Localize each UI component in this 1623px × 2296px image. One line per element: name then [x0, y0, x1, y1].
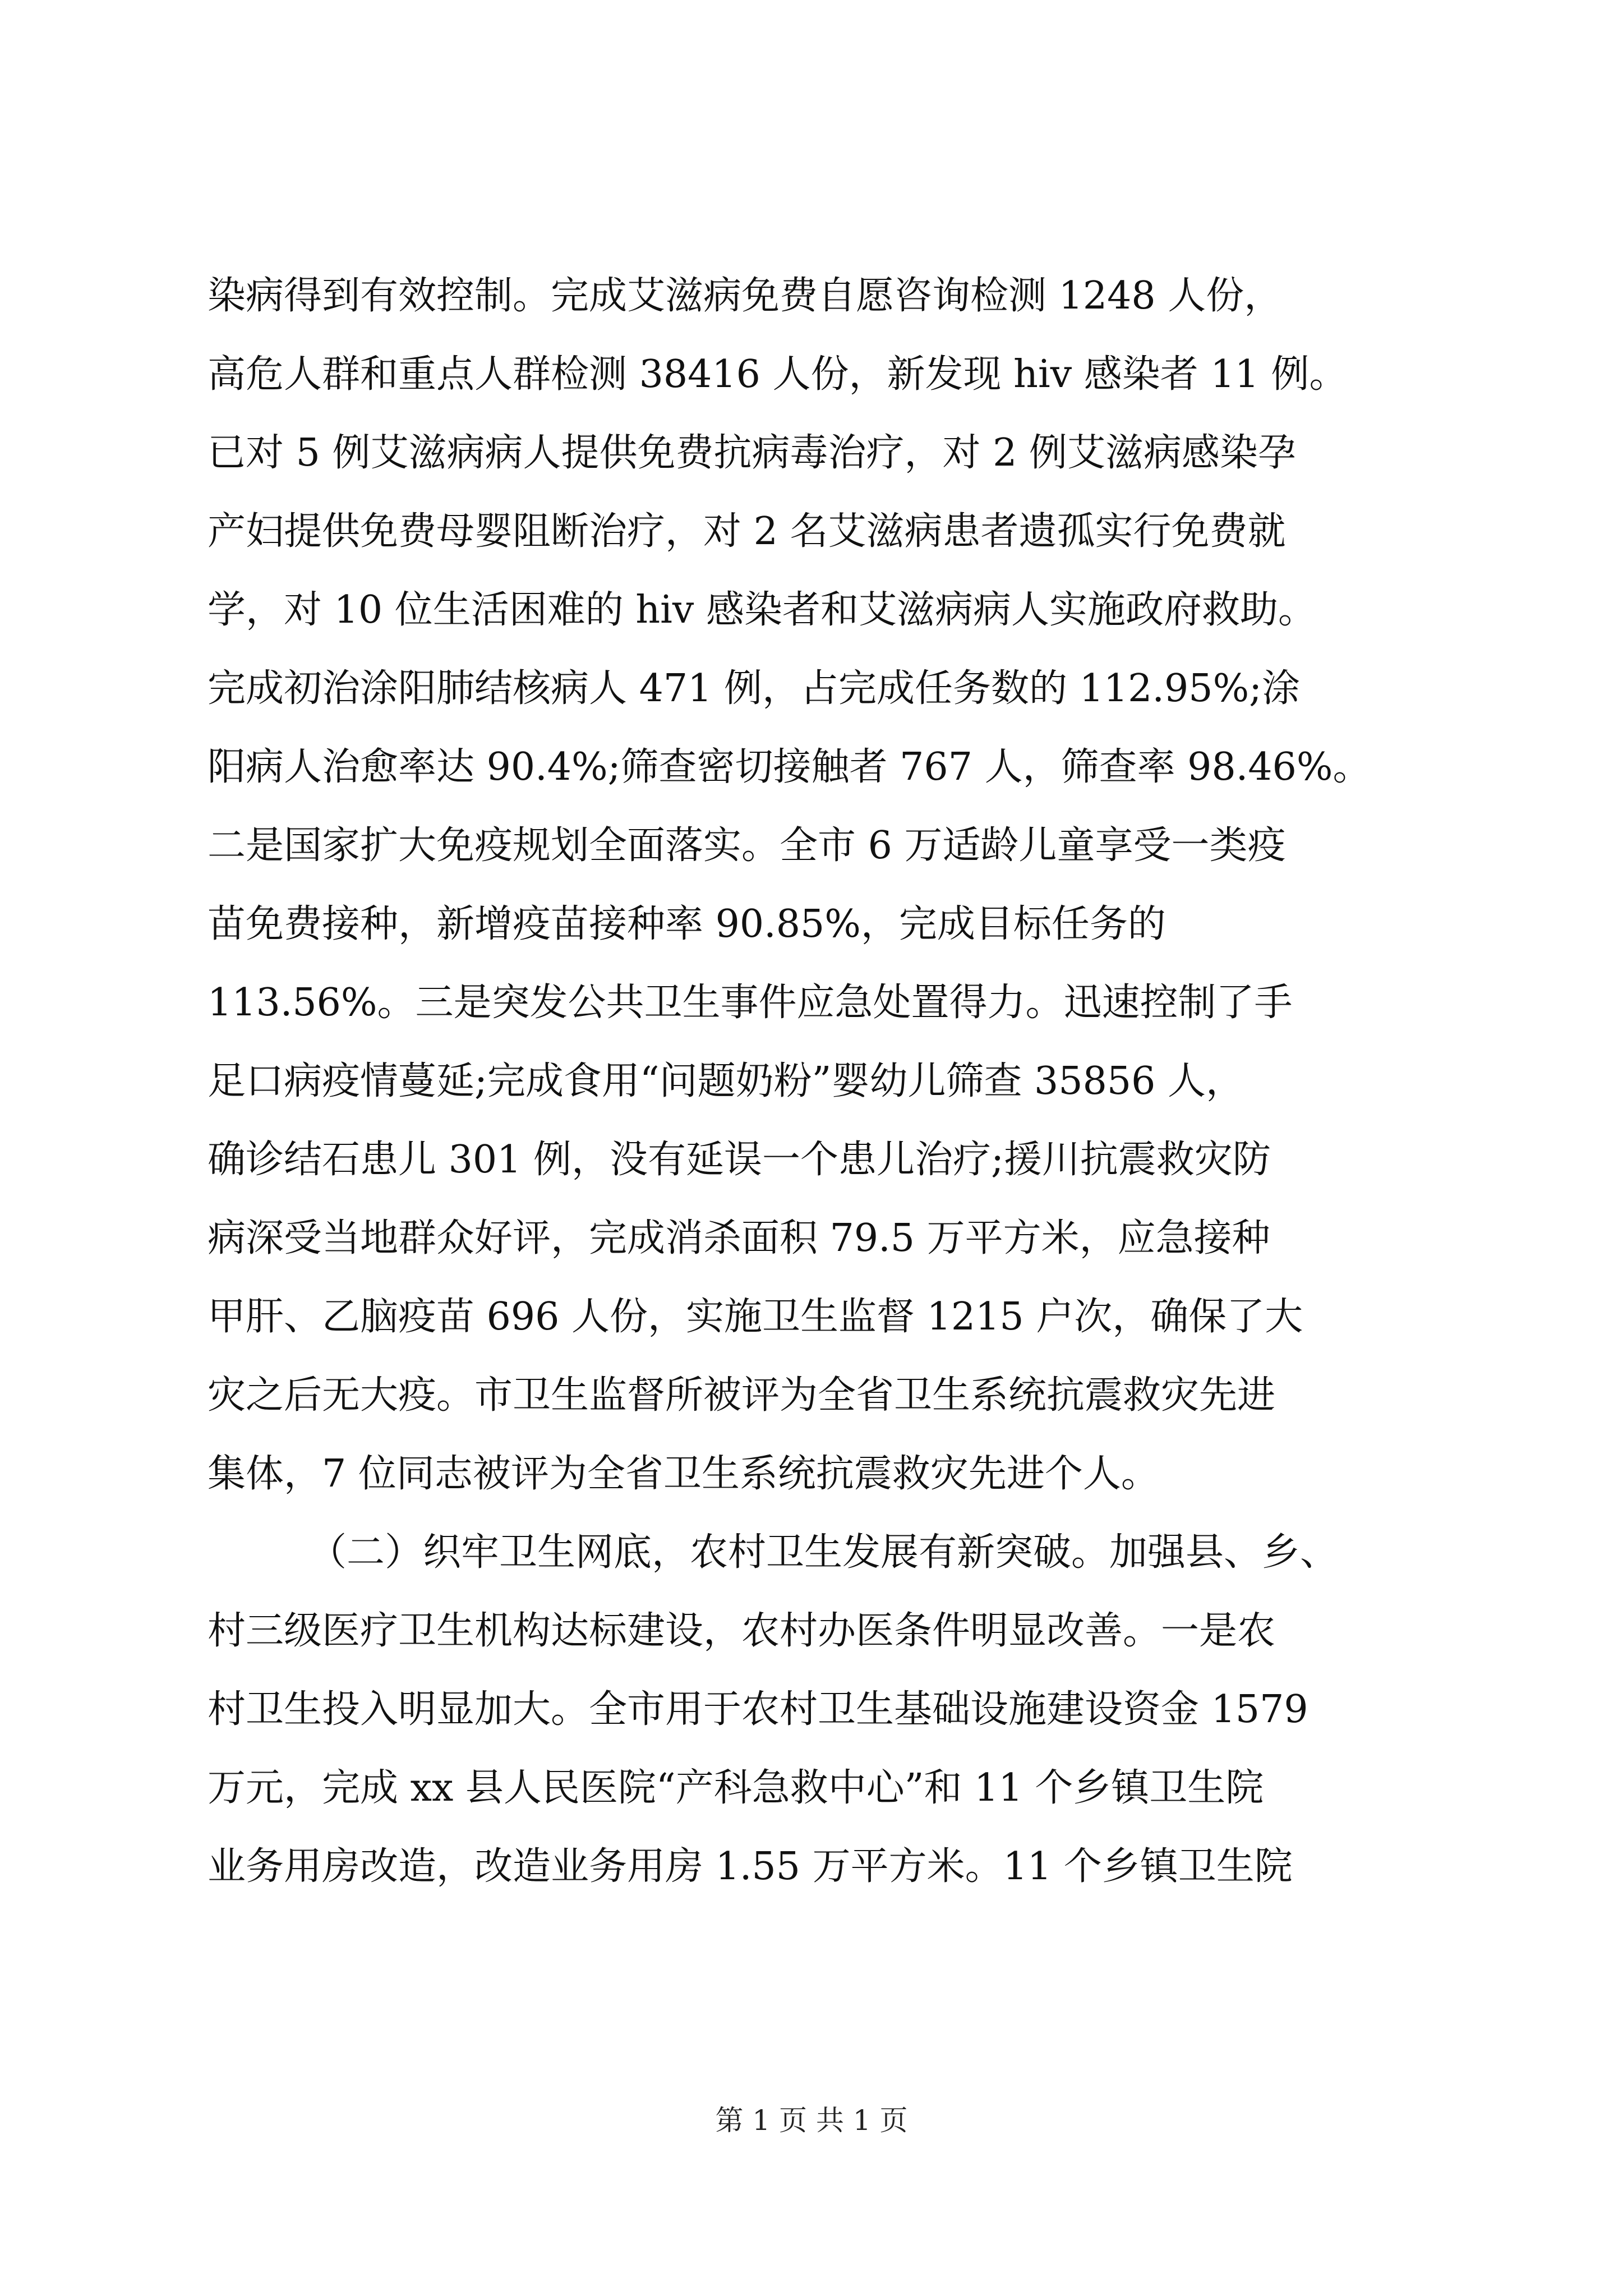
document-body — [208, 257, 1419, 1906]
text-line: 村三级医疗卫生机构达标建设，农村办医条件明显改善。一是农 — [208, 1609, 1276, 1653]
text-line: 集体，7 位同志被评为全省卫生系统抗震救灾先进个人。 — [208, 1452, 1159, 1496]
text-line: 113.56%。三是突发公共卫生事件应急处置得力。迅速控制了手 — [208, 981, 1293, 1025]
text-line: 苗免费接种，新增疫苗接种率 90.85%，完成目标任务的 — [208, 902, 1166, 946]
text-line: 高危人群和重点人群检测 38416 人份，新发现 hiv 感染者 11 例。 — [208, 352, 1348, 397]
text-line: （二）织牢卫生网底，农村卫生发展有新突破。加强县、乡、 — [308, 1530, 1339, 1575]
text-line: 染病得到有效控制。完成艾滋病免费自愿咨询检测 1248 人份， — [208, 274, 1283, 318]
text-line: 阳病人治愈率达 90.4%;筛查密切接触者 767 人，筛查率 98.46%。 — [208, 745, 1371, 789]
text-line: 二是国家扩大免疫规划全面落实。全市 6 万适龄儿童享受一类疫 — [208, 823, 1286, 868]
text-line: 病深受当地群众好评，完成消杀面积 79.5 万平方米，应急接种 — [208, 1216, 1270, 1260]
text-line: 已对 5 例艾滋病病人提供免费抗病毒治疗，对 2 例艾滋病感染孕 — [208, 431, 1296, 475]
text-line: 甲肝、乙脑疫苗 696 人份，实施卫生监督 1215 户次，确保了大 — [208, 1295, 1303, 1339]
text-line: 足口病疫情蔓延;完成食用“问题奶粉”婴幼儿筛查 35856 人， — [208, 1059, 1244, 1103]
text-line: 学，对 10 位生活困难的 hiv 感染者和艾滋病病人实施政府救助。 — [208, 588, 1316, 632]
page-footer: 第 1 页 共 1 页 — [715, 2104, 908, 2137]
text-line: 产妇提供免费母婴阻断治疗，对 2 名艾滋病患者遗孤实行免费就 — [208, 509, 1286, 554]
text-line: 万元，完成 xx 县人民医院“产科急救中心”和 11 个乡镇卫生院 — [208, 1766, 1264, 1810]
text-line: 村卫生投入明显加大。全市用于农村卫生基础设施建设资金 1579 — [208, 1687, 1308, 1732]
text-line: 确诊结石患儿 301 例，没有延误一个患儿治疗;援川抗震救灾防 — [208, 1138, 1271, 1182]
text-line: 灾之后无大疫。市卫生监督所被评为全省卫生系统抗震救灾先进 — [208, 1373, 1276, 1418]
text-line: 业务用房改造，改造业务用房 1.55 万平方米。11 个乡镇卫生院 — [208, 1844, 1293, 1889]
text-line: 完成初治涂阳肺结核病人 471 例，占完成任务数的 112.95%;涂 — [208, 666, 1301, 711]
